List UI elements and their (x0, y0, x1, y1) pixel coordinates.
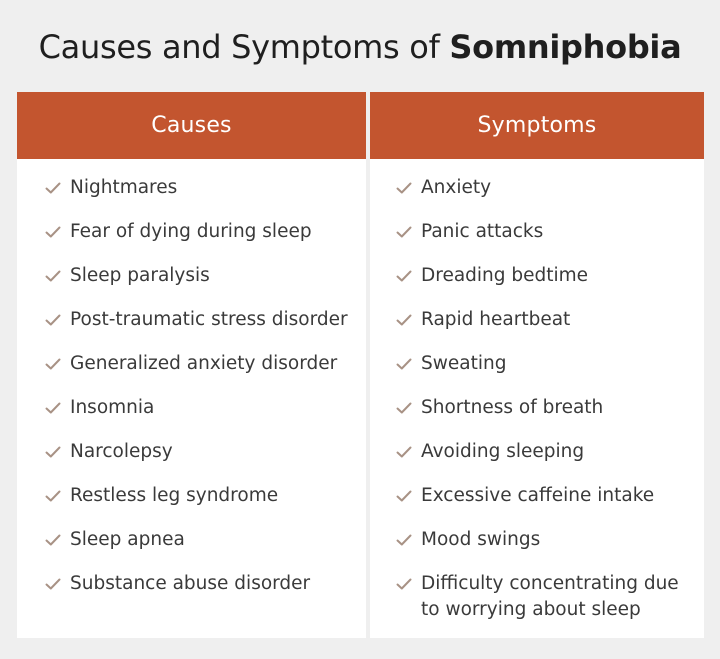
list-item (370, 439, 704, 483)
list-item (17, 175, 366, 219)
symptoms-list (370, 159, 704, 623)
check-icon (45, 402, 61, 414)
list-item-label: Substance abuse disorder (70, 573, 311, 594)
causes-column (17, 92, 366, 638)
list-item-label: Sleep paralysis (70, 265, 210, 286)
list-item-label: Excessive caffeine intake (421, 485, 655, 506)
list-item-label: Generalized anxiety disorder (70, 353, 338, 374)
check-icon (45, 182, 61, 194)
check-icon (396, 578, 412, 590)
list-item (370, 483, 704, 527)
check-icon (396, 534, 412, 546)
list-item (370, 307, 704, 351)
list-item-label: Post-traumatic stress disorder (70, 309, 348, 330)
list-item (370, 395, 704, 439)
list-item-label: Difficulty concentrating due to worrying about sleep (421, 573, 679, 620)
list-item-label: Insomnia (70, 397, 155, 418)
list-item-label: Panic attacks (421, 221, 544, 242)
list-item-label: Nightmares (70, 177, 178, 198)
list-item (17, 439, 366, 483)
check-icon (45, 534, 61, 546)
list-item (17, 263, 366, 307)
title-prefix: Causes and Symptoms of (38, 28, 440, 66)
list-item-label: Dreading bedtime (421, 265, 589, 286)
check-icon (396, 270, 412, 282)
list-item (17, 483, 366, 527)
check-icon (396, 446, 412, 458)
list-item-label: Rapid heartbeat (421, 309, 571, 330)
list-item (370, 527, 704, 571)
check-icon (45, 314, 61, 326)
list-item-label: Restless leg syndrome (70, 485, 279, 506)
check-icon (396, 314, 412, 326)
list-item (17, 571, 366, 615)
title-highlight: Somniphobia (449, 28, 682, 66)
list-item-label: Anxiety (421, 177, 492, 198)
list-item (17, 351, 366, 395)
causes-list (17, 159, 366, 615)
check-icon (45, 226, 61, 238)
list-item (370, 571, 704, 623)
list-item (370, 175, 704, 219)
check-icon (396, 182, 412, 194)
list-item (17, 395, 366, 439)
list-item (17, 527, 366, 571)
list-item-label: Fear of dying during sleep (70, 221, 312, 242)
list-item (370, 351, 704, 395)
check-icon (45, 490, 61, 502)
list-item-label: Narcolepsy (70, 441, 173, 462)
check-icon (396, 226, 412, 238)
check-icon (45, 578, 61, 590)
list-item (17, 219, 366, 263)
causes-header: Causes (17, 92, 366, 159)
list-item-label: Sleep apnea (70, 529, 185, 550)
list-item (370, 219, 704, 263)
list-item-label: Avoiding sleeping (421, 441, 585, 462)
list-item-label: Mood swings (421, 529, 541, 550)
page-title (0, 28, 720, 66)
check-icon (396, 358, 412, 370)
symptoms-column (370, 92, 704, 638)
list-item (370, 263, 704, 307)
check-icon (45, 358, 61, 370)
check-icon (396, 490, 412, 502)
list-item-label: Sweating (421, 353, 507, 374)
check-icon (45, 270, 61, 282)
symptoms-header: Symptoms (370, 92, 704, 159)
list-item (17, 307, 366, 351)
check-icon (396, 402, 412, 414)
list-item-label: Shortness of breath (421, 397, 604, 418)
check-icon (45, 446, 61, 458)
